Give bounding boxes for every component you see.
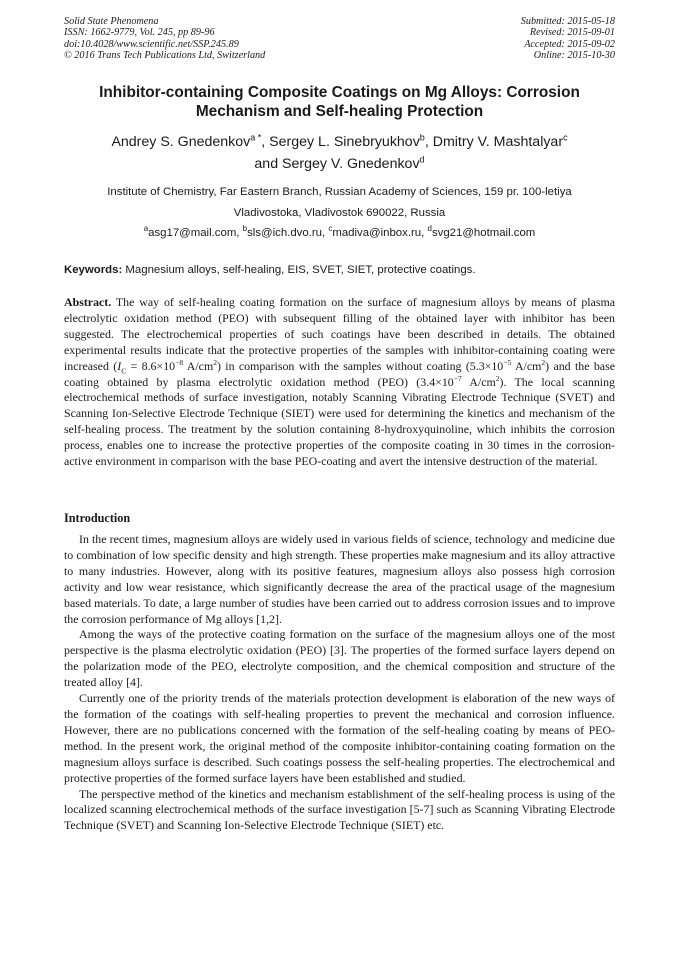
- email-marker: a: [143, 224, 149, 234]
- current-subscript: C: [121, 366, 127, 375]
- author-marker: a *: [250, 132, 262, 143]
- paragraph: Currently one of the priority trends of the materials protection development is elaboration of the new ways of the formation of the coatings with self-healing properties to prevent the mechanical and corrosion influence. However, there are no publications concerned with the formation of the self-healing coating by means of PEO-method. In the present work, the original method of the composite inhibitor-containing coating formation on the magnesium alloys surface is described. Such coatings possess the self-healing properties. The electrochemical and protective properties of the formed surface layers have been established and studied.: [64, 691, 615, 785]
- exponent: −8: [175, 357, 184, 367]
- author-name: Andrey S. Gnedenkov: [111, 134, 251, 150]
- current-symbol: I: [117, 358, 122, 373]
- exponent: −5: [503, 357, 512, 367]
- keywords-label: Keywords:: [64, 264, 123, 276]
- author-name: Sergey L. Sinebryukhov: [269, 134, 420, 150]
- introduction-heading: Introduction: [64, 511, 131, 525]
- introduction-body: [64, 532, 615, 834]
- accepted-date: Accepted: 2015-09-02: [524, 38, 615, 50]
- email-marker: d: [427, 224, 432, 234]
- copyright-line: © 2016 Trans Tech Publications Ltd, Switzerland: [64, 49, 266, 61]
- doi-line[interactable]: doi:10.4028/www.scientific.net/SSP.245.89: [64, 38, 239, 50]
- author-marker: d: [419, 154, 425, 165]
- exponent: 2: [495, 373, 500, 383]
- author-emails: [64, 224, 615, 242]
- authors-line-1: Andrey S. Gnedenkov$^{a *}$, Sergey L. Sinebryukhov$^b$, Dmitry V. Mashtalyar$^c$: [111, 132, 568, 150]
- exponent: 2: [541, 357, 546, 367]
- keywords-text: Magnesium alloys, self-healing, EIS, SVET, SIET, protective coatings.: [125, 264, 476, 276]
- journal-name: Solid State Phenomena: [64, 16, 159, 27]
- paper-title: [64, 83, 615, 121]
- abstract-text: ) and the base coating obtained by plasma electrolytic oxidation method (PEO) (3.4×10: [64, 358, 615, 389]
- title-line-1: Inhibitor-containing Composite Coatings on Mg Alloys: Corrosion: [99, 84, 580, 101]
- paragraph: Among the ways of the protective coating formation on the surface of the magnesium alloys one of the most perspective is the plasma electrolytic oxidation (PEO) [3]. The properties of the formed surface layers depend on the polarization mode of the PEO, electrolyte composition, and the chemical composition and structure of the treated alloy [4].: [64, 627, 615, 690]
- affiliation-line-2: Vladivostoka, Vladivostok 690022, Russia: [233, 207, 446, 219]
- author-marker: c: [563, 132, 568, 143]
- abstract-label: Abstract.: [64, 295, 112, 309]
- paragraph: In the recent times, magnesium alloys are widely used in various fields of science, technology and medicine due to combination of low specific density and high strength. These properties make magnesium and its alloy attractive to many industries. However, along with its positive features, magnesium alloys also possess high corrosion activity and low wear resistance, which significantly decrease the area of the practical usage of the magnesium based materials. To date, a large number of studies have been carried out to address corrosion issues and to improve the corrosion performance of Mg alloys [1,2].: [64, 532, 615, 626]
- author-marker: b: [419, 132, 425, 143]
- author-name: and Sergey V. Gnedenkov: [254, 156, 420, 172]
- affiliation: [64, 182, 615, 224]
- exponent: 2: [213, 357, 217, 367]
- publication-dates: [355, 16, 615, 61]
- revised-date: Revised: 2015-09-01: [529, 27, 615, 39]
- exponent: −7: [453, 373, 462, 383]
- publication-info: [64, 16, 364, 61]
- keywords: [64, 262, 615, 278]
- author-name: Dmitry V. Mashtalyar: [432, 134, 564, 150]
- abstract-text: ). The local scanning electrochemical methods of surface investigation, notably Scanning Vibrating Electrode Technique (SVET) and Scanning Ion-Selective Electrode Technique (SIET) were used for determining the kinetics and mechanism of the self-healing process. The treatment by the solution containing 8-hydroxyquinoline, which inhibits the corrosion process, enables one to increase the protective properties of the composite coating in 30 times in the corrosion-active environment in comparison with the base PEO-coating and avert the intensive destruction of the material.: [64, 374, 615, 469]
- author-list: [64, 131, 615, 175]
- abstract-text: ) in comparison with the samples without coating (5.3×10: [216, 358, 504, 373]
- submitted-date: Submitted: 2015-05-18: [520, 16, 615, 27]
- email-link[interactable]: svg21@hotmail.com: [431, 227, 536, 239]
- email-link[interactable]: madiva@inbox.ru,: [332, 227, 425, 239]
- email-marker: c: [328, 224, 333, 234]
- email-marker: b: [242, 224, 248, 234]
- abstract-text: A/cm: [183, 358, 214, 373]
- abstract-text: A/cm: [461, 374, 496, 389]
- affiliation-line-1: Institute of Chemistry, Far Eastern Branch, Russian Academy of Sciences, 159 pr. 100-letiya: [107, 186, 572, 198]
- authors-line-2: [64, 153, 615, 175]
- abstract-text: The way of self-healing coating formation on the surface of magnesium alloys by means of plasma electrolytic oxidation method (PEO) with subsequent filling of the obtained layer with inhibitor has been suggested. The electrochemical properties of such coatings have been described in details. The obtained experimental results indicate that the protective properties of the samples with inhibitor-containing coating were increased (: [64, 295, 615, 373]
- paragraph: The perspective method of the kinetics and mechanism establishment of the self-healing process is using of the localized scanning electrochemical methods of the surface investigation [5-7] such as Scanning Vibrating Electrode Technique (SVET) and Scanning Ion-Selective Electrode Technique (SIET) etc.: [64, 786, 615, 833]
- abstract: [64, 295, 615, 470]
- abstract-text: A/cm: [511, 358, 542, 373]
- issn-line: ISSN: 1662-9779, Vol. 245, pp 89-96: [64, 27, 215, 39]
- email-link[interactable]: sls@ich.dvo.ru,: [247, 227, 326, 239]
- title-line-2: Mechanism and Self-healing Protection: [195, 103, 484, 120]
- online-date: Online: 2015-10-30: [533, 49, 615, 61]
- abstract-text: = 8.6×10: [126, 358, 176, 373]
- email-link[interactable]: asg17@mail.com,: [148, 227, 240, 239]
